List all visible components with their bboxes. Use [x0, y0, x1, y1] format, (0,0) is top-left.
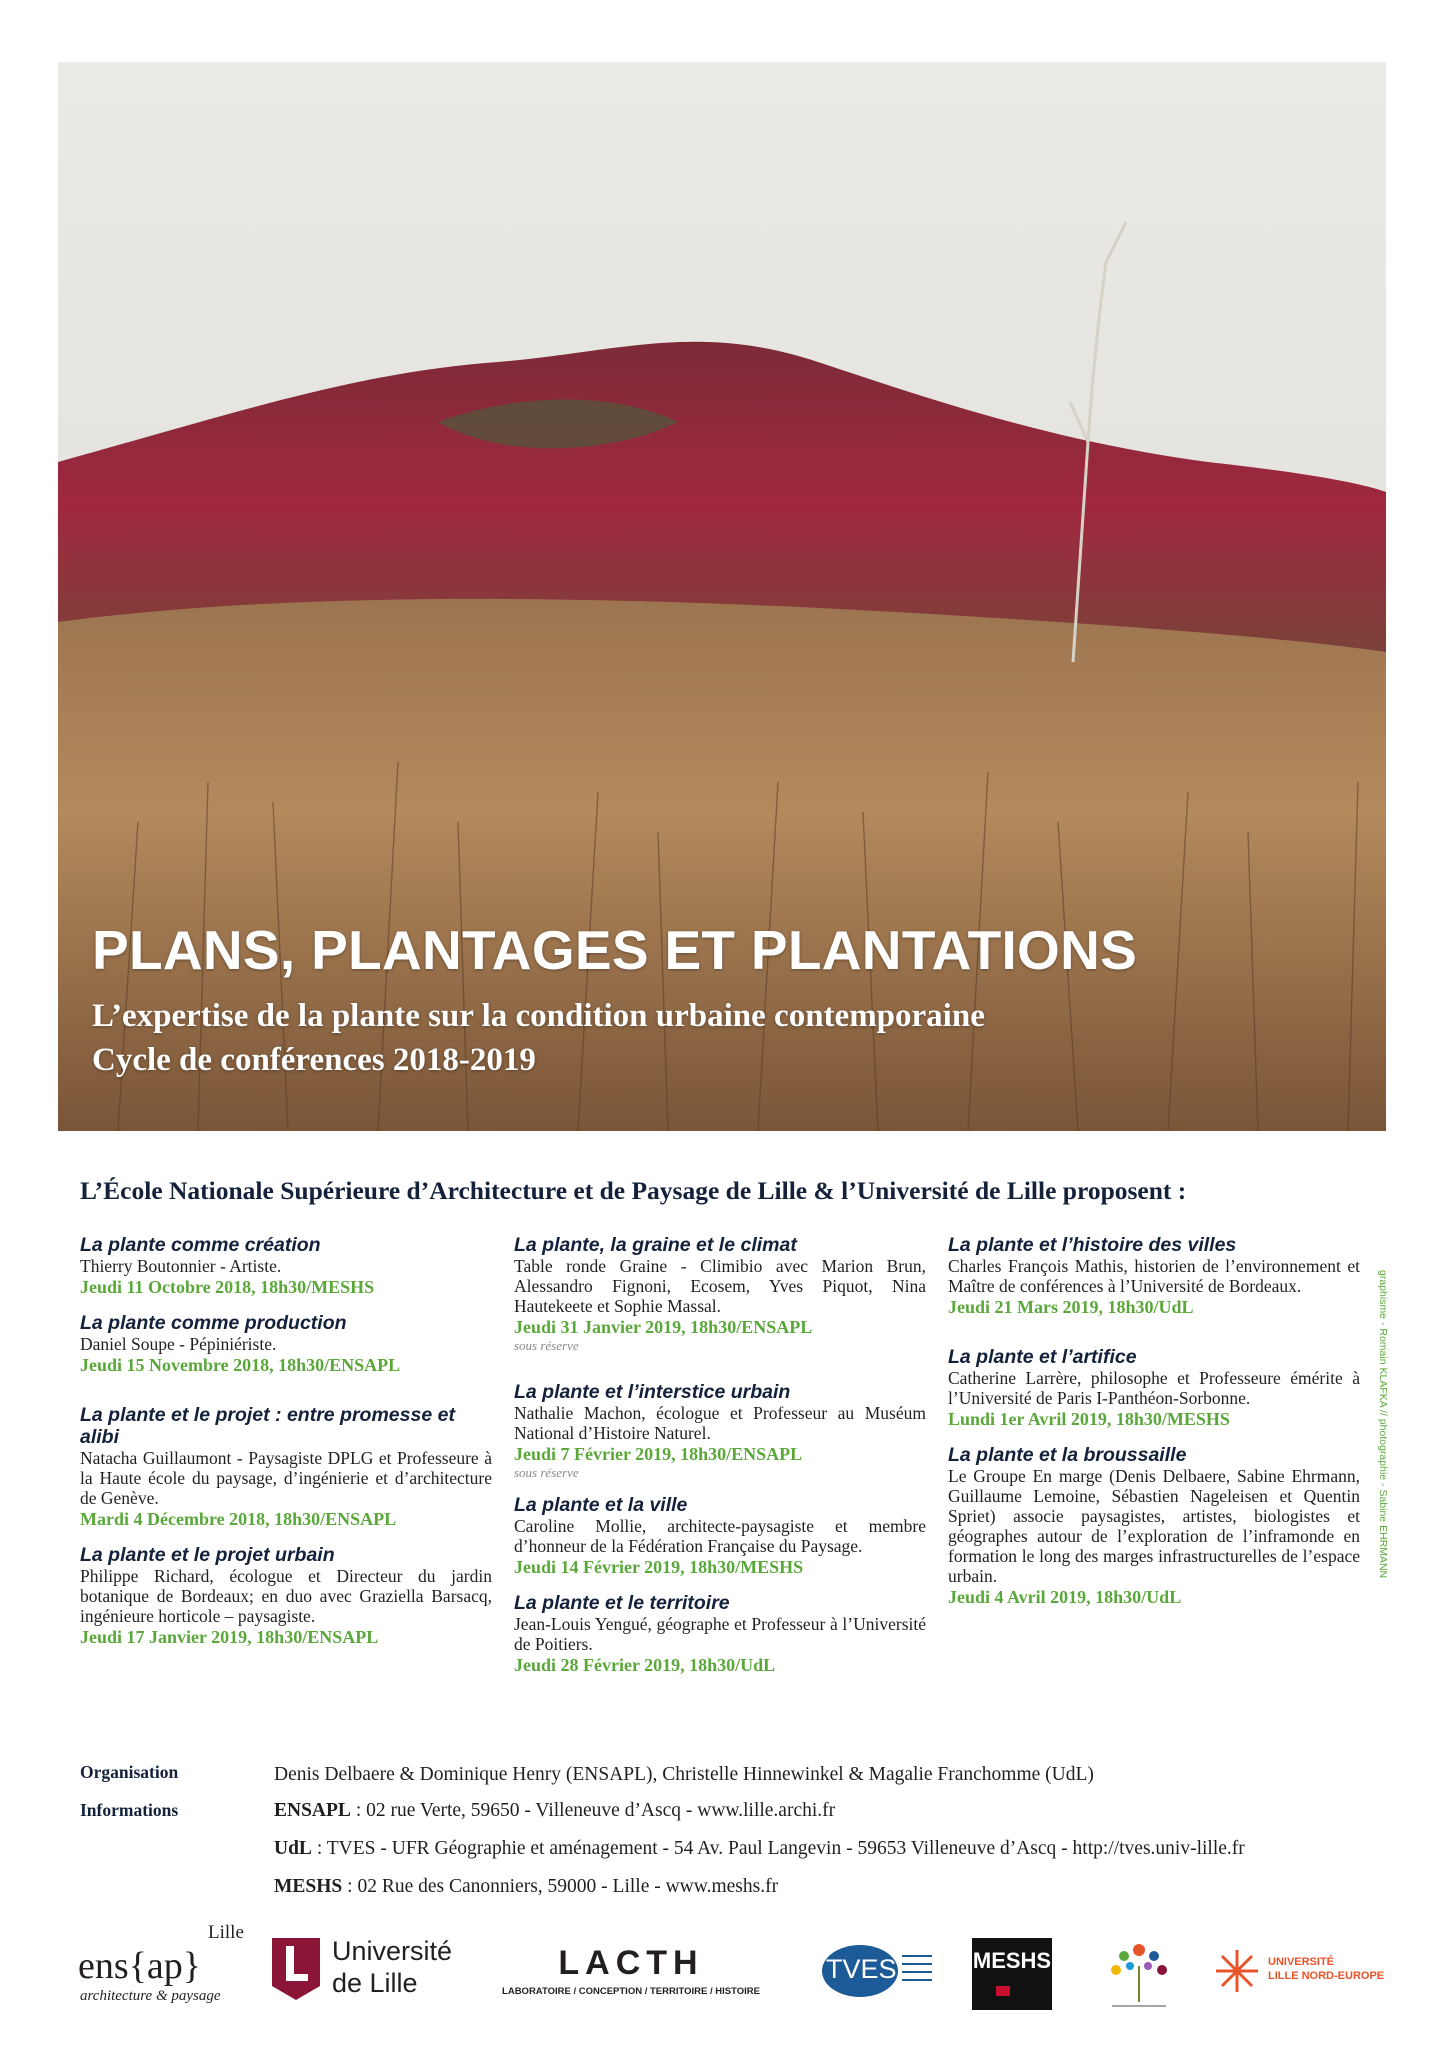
- lecture-item: [80, 1544, 492, 1648]
- lecture-speaker: Nathalie Machon, écologue et Professeur au Muséum National d’Histoire Naturel.: [514, 1403, 926, 1443]
- lecture-speaker: Natacha Guillaumont - Paysagiste DPLG et Professeure à la Haute école du paysage, d’ingénierie et d’architecture de Genève.: [80, 1448, 492, 1508]
- lecture-speaker: Le Groupe En marge (Denis Delbaere, Sabine Ehrmann, Guillaume Lemoine, Sébastien Nageleisen et Quentin Spriet) associe paysagistes, artistes, biologistes et géographes autour de l’exploration de l’inframonde en formation le long des marges infrastructurelles de l’espace urbain.: [948, 1466, 1360, 1586]
- poster-title: PLANS, PLANTAGES ET PLANTATIONS: [92, 919, 1138, 981]
- column-3: [948, 1234, 1360, 1622]
- lecture-title: La plante, la graine et le climat: [514, 1234, 797, 1256]
- info-ensapl: ENSAPL : 02 rue Verte, 59650 - Villeneuve d’Ascq - www.lille.archi.fr: [274, 1800, 836, 1821]
- credit-vertical: [1377, 1270, 1399, 1810]
- lecture-date: Jeudi 28 Février 2019, 18h30/UdL: [514, 1655, 776, 1675]
- lecture-date: Jeudi 17 Janvier 2019, 18h30/ENSAPL: [80, 1627, 379, 1647]
- lecture-speaker: Table ronde Graine - Climibio avec Marion Brun, Alessandro Fignoni, Ecosem, Yves Piquot, Nina Hautekeete et Sophie Massal.: [514, 1256, 926, 1316]
- lecture-item: [948, 1444, 1360, 1608]
- lecture-date: Jeudi 15 Novembre 2018, 18h30/ENSAPL: [80, 1355, 401, 1375]
- poster-cycle: Cycle de conférences 2018-2019: [92, 1042, 536, 1078]
- lecture-speaker: Caroline Mollie, architecte-paysagiste et membre d’honneur de la Fédération Française du Paysage.: [514, 1516, 926, 1556]
- universite-lille-mark: [272, 1938, 320, 2000]
- lecture-note: sous réserve: [514, 1338, 579, 1353]
- lecture-speaker: Daniel Soupe - Pépiniériste.: [80, 1334, 277, 1354]
- tves-logo: TVES: [822, 1944, 934, 1998]
- info-udl: UdL : TVES - UFR Géographie et aménagement - 54 Av. Paul Langevin - 59653 Villeneuve d’Ascq - http://tves.univ-lille.fr: [274, 1838, 1245, 1859]
- org-label: Organisation: [80, 1762, 179, 1782]
- lecture-item: [514, 1381, 926, 1480]
- lecture-date: Jeudi 7 Février 2019, 18h30/ENSAPL: [514, 1444, 803, 1464]
- credit-text: graphisme - Romain KLAFKA // photographie - Sabine EHRMANN: [1377, 1270, 1389, 1579]
- lecture-title: La plante et la ville: [514, 1494, 688, 1516]
- lecture-speaker: Charles François Mathis, historien de l’environnement et Maître de conférences à l’Université de Bordeaux.: [948, 1256, 1360, 1296]
- lecture-item: [80, 1404, 492, 1530]
- lecture-date: Jeudi 21 Mars 2019, 18h30/UdL: [948, 1297, 1194, 1317]
- ulne-logo: UNIVERSITÉ LILLE NORD-EUROPE: [1214, 1942, 1394, 2002]
- lecture-date: Jeudi 31 Janvier 2019, 18h30/ENSAPL: [514, 1317, 813, 1337]
- intro-text: L’École Nationale Supérieure d’Architecture et de Paysage de Lille & l’Université de Lille proposent :: [80, 1176, 1187, 1205]
- lecture-date: Jeudi 11 Octobre 2018, 18h30/MESHS: [80, 1277, 375, 1297]
- lecture-speaker: Catherine Larrère, philosophe et Professeure émérite à l’Université de Paris I-Panthéon-Sorbonne.: [948, 1368, 1360, 1408]
- lecture-item: [514, 1494, 926, 1578]
- lecture-title: La plante et le projet : entre promesse et alibi: [80, 1404, 455, 1448]
- lecture-date: Jeudi 4 Avril 2019, 18h30/UdL: [948, 1587, 1182, 1607]
- lecture-title: La plante comme création: [80, 1234, 321, 1256]
- lecture-title: La plante et l’histoire des villes: [948, 1234, 1237, 1256]
- lecture-title: La plante et l’artifice: [948, 1346, 1137, 1368]
- column-1: [80, 1234, 492, 1662]
- lecture-title: La plante et la broussaille: [948, 1444, 1187, 1466]
- universite-lille-logo: Université de Lille: [272, 1934, 462, 2014]
- lecture-item: [514, 1234, 926, 1353]
- lecture-title: La plante et le territoire: [514, 1592, 730, 1614]
- info-meshs: MESHS : 02 Rue des Canonniers, 59000 - Lille - www.meshs.fr: [274, 1876, 779, 1897]
- tree-mark: [1098, 1932, 1180, 2014]
- column-2: [514, 1234, 926, 1690]
- tree-logo: [1098, 1932, 1180, 2014]
- lecture-item: [80, 1234, 492, 1298]
- logo-bar: [0, 1918, 1446, 2038]
- ensap-logo: ens{ap} Lille architecture & paysage: [78, 1922, 244, 2004]
- lecture-item: [948, 1346, 1360, 1430]
- lecture-date: Jeudi 14 Février 2019, 18h30/MESHS: [514, 1557, 804, 1577]
- lecture-item: [948, 1234, 1360, 1318]
- lecture-speaker: Jean-Louis Yengué, géographe et Professeur à l’Université de Poitiers.: [514, 1614, 926, 1654]
- info-label: Informations: [80, 1800, 179, 1820]
- lecture-speaker: Thierry Boutonnier - Artiste.: [80, 1256, 282, 1276]
- lecture-title: La plante comme production: [80, 1312, 347, 1334]
- lecture-item: [514, 1592, 926, 1676]
- lecture-title: La plante et l’interstice urbain: [514, 1381, 791, 1403]
- lecture-speaker: Philippe Richard, écologue et Directeur du jardin botanique de Bordeaux; en duo avec Graziella Barsacq, ingénieure horticole – paysagiste.: [80, 1566, 492, 1626]
- org-text: Denis Delbaere & Dominique Henry (ENSAPL), Christelle Hinnewinkel & Magalie Franchomme (UdL): [274, 1764, 1094, 1785]
- lecture-item: [80, 1312, 492, 1376]
- meshs-red-mark: [996, 1986, 1010, 1996]
- lecture-title: La plante et le projet urbain: [80, 1544, 335, 1566]
- ulne-mark: [1214, 1948, 1260, 1994]
- poster-subtitle: L’expertise de la plante sur la condition urbaine contemporaine: [92, 998, 985, 1034]
- lecture-date: Mardi 4 Décembre 2018, 18h30/ENSAPL: [80, 1509, 397, 1529]
- lecture-note: sous réserve: [514, 1465, 579, 1480]
- lacth-logo: LACTH LABORATOIRE / CONCEPTION / TERRITOIRE / HISTOIRE: [502, 1944, 760, 1997]
- meshs-logo: MESHS: [972, 1938, 1052, 2010]
- lecture-date: Lundi 1er Avril 2019, 18h30/MESHS: [948, 1409, 1230, 1429]
